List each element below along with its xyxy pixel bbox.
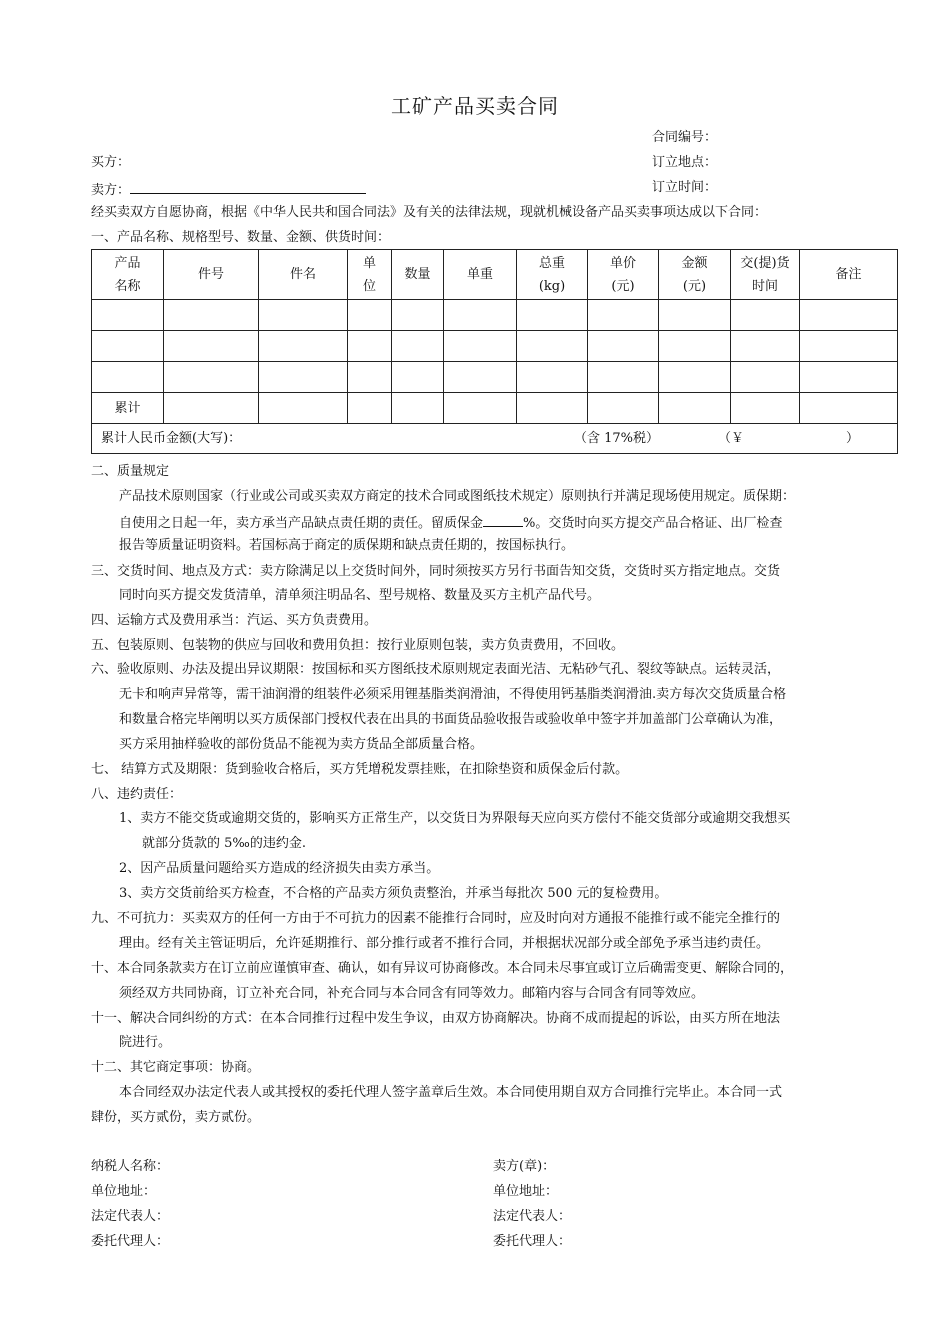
- header-cell: 产品 名称: [92, 250, 164, 300]
- sign-right-legal-rep: 法定代表人：: [493, 1209, 572, 1224]
- closing-line: 肆份，买方贰份，卖方贰份。: [91, 1110, 261, 1125]
- section-8-item: 就部分货款的 5‰的违约金.: [142, 836, 306, 851]
- section-7: 七、 结算方式及期限：货到验收合格后，买方凭增税发票挂账，在扣除垫资和质保金后付款。: [91, 762, 629, 777]
- header-cell: 件名: [259, 250, 348, 300]
- sign-right-address: 单位地址：: [493, 1184, 559, 1199]
- section-11-line: 院进行。: [119, 1035, 172, 1050]
- section-6-line: 和数量合格完毕阐明以买方质保部门授权代表在出具的书面货品验收报告或验收单中签字并加盖部门公章确认为准，: [119, 712, 783, 727]
- section-8-title: 八、违约责任：: [91, 787, 183, 802]
- sign-time-label: 订立时间：: [652, 180, 718, 195]
- header-cell: 数量: [392, 250, 444, 300]
- contract-no-label: 合同编号：: [652, 130, 718, 145]
- table-row: [92, 362, 898, 393]
- section-4: 四、运输方式及费用承当：汽运、买方负责费用。: [91, 613, 378, 628]
- section-3-line: 同时向买方提交发货清单，清单须注明品名、型号规格、数量及买方主机产品代号。: [119, 588, 601, 603]
- closing-line: 本合同经双办法定代表人或其授权的委托代理人签字盖章后生效。本合同使用期自双方合同推行完毕止。本合同一式: [119, 1085, 783, 1100]
- header-cell: 总重 (kg): [517, 250, 588, 300]
- total-label: 累计: [92, 393, 164, 424]
- retention-blank[interactable]: [483, 512, 523, 527]
- header-cell: 单价 (元): [588, 250, 659, 300]
- sum-label: 累计人民币金额(大写)：: [101, 430, 242, 446]
- section-3-line: 三、交货时间、地点及方式：卖方除满足以上交货时间外，同时须按买方另行书面告知交货，交货时买方指定地点。交货: [91, 564, 781, 579]
- sign-right-agent: 委托代理人：: [493, 1234, 572, 1249]
- header-cell: 交(提)货 时间: [731, 250, 800, 300]
- section-6-line: 无卡和响声异常等，需干油润滑的组装件必须采用锂基脂类润滑油，不得使用钙基脂类润滑油.卖方每次交货质量合格: [119, 687, 787, 702]
- section-9-line: 九、不可抗力：买卖双方的任何一方由于不可抗力的因素不能推行合同时，应及时向对方通报不能推行或不能完全推行的: [91, 911, 781, 926]
- section-6-line: 六、验收原则、办法及提出异议期限：按国标和买方图纸技术原则规定表面光洁、无粘砂气孔、裂纹等缺点。运转灵活，: [91, 662, 781, 677]
- section-9-line: 理由。经有关主管证明后，允许延期推行、部分推行或者不推行合同，并根据状况部分或全部免予承当违约责任。: [119, 936, 770, 951]
- section-8-item: 2、因产品质量问题给买方造成的经济损失由卖方承当。: [119, 861, 440, 876]
- intro-text: 经买卖双方自愿协商，根据《中华人民共和国合同法》及有关的法律法规，现就机械设备产品买卖事项达成以下合同：: [91, 205, 768, 220]
- sign-left-agent: 委托代理人：: [91, 1234, 170, 1249]
- section-6-line: 买方采用抽样验收的部份货品不能视为卖方货品全部质量合格。: [119, 737, 484, 752]
- total-row: [92, 393, 898, 424]
- section-2-title: 二、质量规定: [91, 464, 170, 479]
- seller-blank[interactable]: [130, 179, 366, 194]
- header-cell: 金额 (元): [659, 250, 731, 300]
- sign-right-seller-seal: 卖方(章)：: [493, 1159, 556, 1174]
- goods-table: [91, 249, 898, 454]
- seller-row: [91, 179, 366, 200]
- section-2-line: 产品技术原则国家（行业或公司或买卖双方商定的技术合同或图纸技术规定）原则执行并满足现场使用规定。质保期：: [119, 489, 796, 504]
- page-title: 工矿产品买卖合同: [391, 94, 559, 118]
- sign-left-taxpayer: 纳税人名称：: [91, 1159, 170, 1174]
- sign-left-address: 单位地址：: [91, 1184, 157, 1199]
- tax-note: （含 17%税）: [574, 430, 660, 446]
- section-2-line: 报告等质量证明资料。若国标高于商定的质保期和缺点责任期的，按国标执行。: [119, 538, 575, 553]
- sign-place-label: 订立地点：: [652, 155, 718, 170]
- table-row: [92, 331, 898, 362]
- section-12: 十二、其它商定事项：协商。: [91, 1060, 261, 1075]
- yuan-open: （￥: [718, 430, 745, 446]
- section-10-line: 须经双方共同协商，订立补充合同，补充合同与本合同含有同等效力。邮箱内容与合同含有同等效应。: [119, 986, 705, 1001]
- section-1-title: 一、产品名称、规格型号、数量、金额、供货时间：: [91, 230, 391, 245]
- seller-label: 卖方：: [91, 183, 131, 198]
- section-11-line: 十一、解决合同纠纷的方式：在本合同推行过程中发生争议，由双方协商解决。协商不成而提起的诉讼，由买方所在地法: [91, 1011, 781, 1026]
- table-header-row: [92, 250, 898, 300]
- header-cell: 单 位: [348, 250, 392, 300]
- sign-left-legal-rep: 法定代表人：: [91, 1209, 170, 1224]
- section-10-line: 十、本合同条款卖方在订立前应谨慎审查、确认，如有异议可协商修改。本合同未尽事宜或订立后确需变更、解除合同的，: [91, 961, 794, 976]
- sum-row: [92, 424, 898, 454]
- section-8-item: 3、卖方交货前给买方检查，不合格的产品卖方须负责整治，并承当每批次 500 元的复检费用。: [119, 886, 668, 901]
- header-cell: 单重: [444, 250, 517, 300]
- sum-cell: [92, 424, 898, 454]
- yuan-close: ）: [846, 430, 860, 446]
- section-2-line: 自使用之日起一年，卖方承当产品缺点责任期的责任。留质保金 %。交货时向买方提交产品合格证、出厂检查: [119, 512, 782, 533]
- section-5: 五、包装原则、包装物的供应与回收和费用负担：按行业原则包装，卖方负责费用，不回收。: [91, 638, 625, 653]
- header-cell: 件号: [164, 250, 259, 300]
- header-cell: 备注: [800, 250, 898, 300]
- buyer-label: 买方：: [91, 155, 131, 170]
- table-row: [92, 300, 898, 331]
- section-8-item: 1、卖方不能交货或逾期交货的，影响买方正常生产，以交货日为界限每天应向买方偿付不能交货部分或逾期交我想买: [119, 811, 791, 826]
